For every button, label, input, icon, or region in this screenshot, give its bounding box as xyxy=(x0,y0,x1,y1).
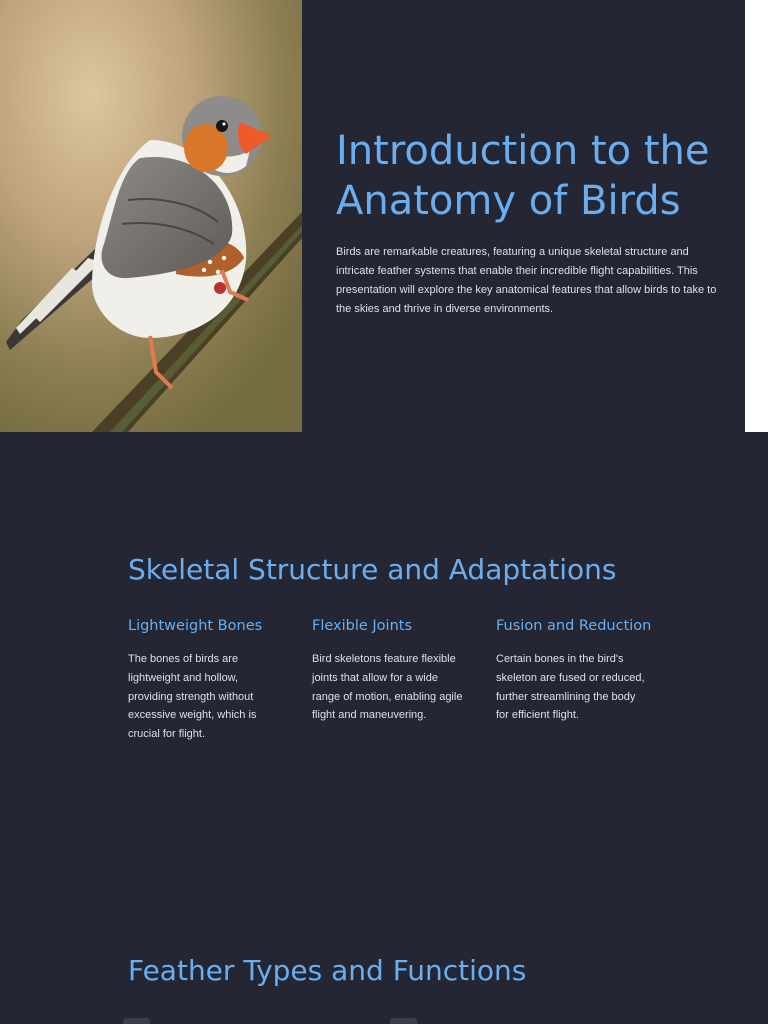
feature-heading: Lightweight Bones xyxy=(128,618,263,634)
intro-slide xyxy=(0,0,745,432)
feature-column-fusion-reduction xyxy=(496,616,652,725)
finch-photo xyxy=(0,0,302,432)
feature-text: Certain bones in the bird's skeleton are fused or reduced, further streamlining the body for efficient flight. xyxy=(496,653,645,722)
feature-heading: Fusion and Reduction xyxy=(496,618,652,634)
card-icon-stub xyxy=(390,1018,417,1024)
skeletal-section-title: Skeletal Structure and Adaptations xyxy=(128,553,617,586)
hero-title: Introduction to the Anatomy of Birds xyxy=(336,128,710,224)
hero-description: Birds are remarkable creatures, featuring a unique skeletal structure and intricate feather systems that enable their incredible flight capabilities. This presentation will explore the key anatomical features that allow birds to take to the skies and thrive in diverse environments. xyxy=(336,246,717,315)
feature-text: Bird skeletons feature flexible joints that allow for a wide range of motion, enabling agile flight and maneuvering. xyxy=(312,653,463,722)
feature-text: The bones of birds are lightweight and hollow, providing strength without excessive weight, which is crucial for flight. xyxy=(128,653,257,741)
feature-heading: Flexible Joints xyxy=(312,618,413,634)
feature-column-lightweight-bones xyxy=(128,616,278,744)
slide-edge xyxy=(745,0,768,432)
feathers-section-title: Feather Types and Functions xyxy=(128,954,527,987)
feature-column-flexible-joints xyxy=(312,616,464,725)
card-icon-stub xyxy=(123,1018,150,1024)
